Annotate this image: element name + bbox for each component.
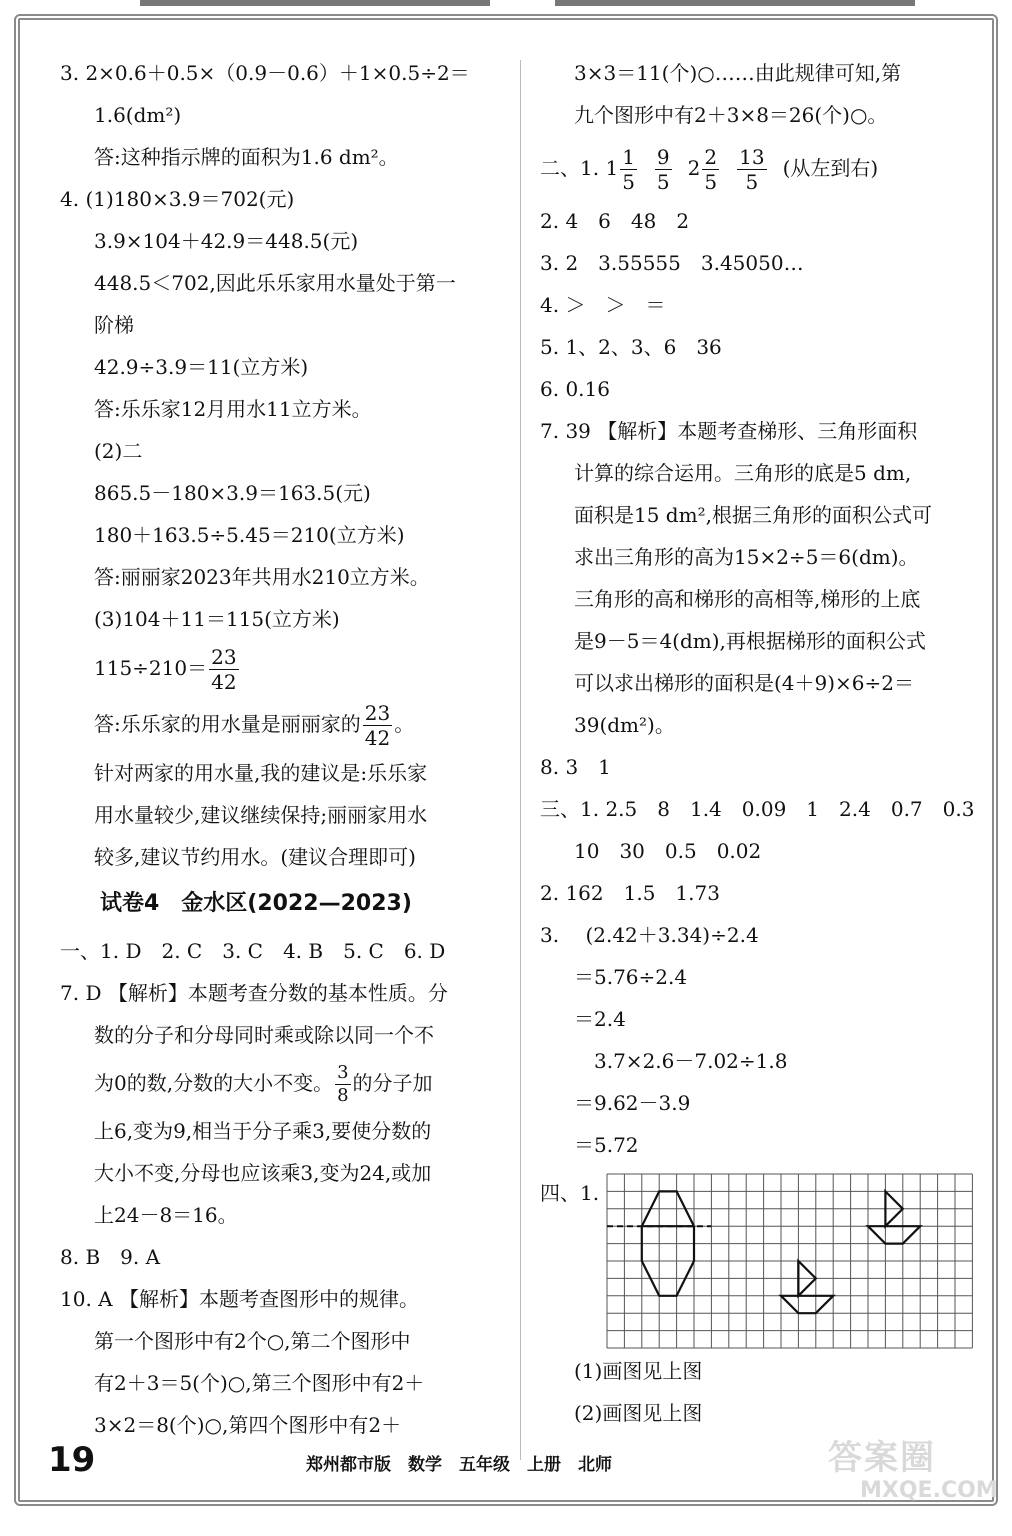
suggestion-line: 针对两家的用水量,我的建议是:乐乐家 [94, 761, 428, 785]
answer-line: 阶梯 [94, 313, 134, 337]
answer-line: 答:这种指示牌的面积为1.6 dm²。 [94, 145, 399, 169]
column-divider [520, 60, 521, 1460]
suggestion-line: 较多,建议节约用水。(建议合理即可) [94, 845, 416, 869]
watermark-url: MXQE.COM [860, 1478, 998, 1503]
explanation-line: 3×2＝8(个)○,第四个图形中有2＋ [94, 1413, 402, 1437]
fraction-3-8 [335, 1062, 350, 1107]
answer-line: 2. 162 1.5 1.73 [540, 881, 720, 905]
answer-line: 可以求出梯形的面积是(4＋9)×6÷2＝ [574, 671, 915, 695]
left-column [60, 52, 500, 1446]
drawing-answer [540, 1172, 980, 1350]
denominator: 5 [622, 170, 635, 194]
answer-line: 3.9×104＋42.9＝448.5(元) [94, 229, 359, 253]
footer-text: 郑州都市版 数学 五年级 上册 北师 [306, 1455, 612, 1475]
numerator: 1 [622, 145, 635, 169]
answer-line: ＝9.62－3.9 [574, 1091, 691, 1115]
answer-line: 3.7×2.6－7.02÷1.8 [574, 1049, 788, 1073]
answer-line: 448.5＜702,因此乐乐家用水量处于第一 [94, 271, 456, 295]
mixed-number [687, 145, 721, 194]
mixed-number [653, 145, 674, 194]
explanation-line: 第一个图形中有2个○,第二个图形中 [94, 1329, 411, 1353]
question-number: 二、1. [540, 156, 606, 180]
answer-line: ＝5.72 [574, 1133, 639, 1157]
answer-line: 1.6(dm²) [94, 103, 182, 127]
mixed-number [605, 145, 638, 194]
answer-line: 4. ＞ ＞ ＝ [540, 293, 666, 317]
fraction-23-42 [209, 645, 238, 694]
equation-line [60, 640, 500, 696]
fraction [737, 145, 766, 194]
denominator: 42 [364, 726, 391, 750]
explanation-line: 上24－8＝16。 [94, 1203, 238, 1227]
mixed-number [735, 145, 768, 194]
answer-line: 5. 1、2、3、6 36 [540, 335, 722, 359]
multiple-choice-line: 一、1. D 2. C 3. C 4. B 5. C 6. D [60, 939, 446, 963]
order-note: (从左到右) [782, 156, 879, 180]
numerator: 3 [337, 1062, 349, 1083]
answer-line: 39(dm²)。 [574, 713, 675, 737]
explanation-line [60, 1056, 500, 1110]
top-rule-right [555, 0, 915, 6]
answer-line: 3. 2 3.55555 3.45050… [540, 251, 804, 275]
section-title: 试卷4 金水区(2022—2023) [100, 891, 412, 916]
equation-text: 115÷210＝ [94, 656, 208, 680]
numerator: 23 [364, 701, 391, 725]
answer-line: 是9－5＝4(dm),再根据梯形的面积公式 [574, 629, 926, 653]
denominator: 5 [704, 170, 718, 194]
explanation-line: 九个图形中有2＋3×8＝26(个)○。 [574, 103, 888, 127]
answer-line: 10 30 0.5 0.02 [574, 839, 762, 863]
numerator: 23 [211, 645, 237, 669]
answer-line: 865.5－180×3.9＝163.5(元) [94, 481, 371, 505]
explanation-text: 的分子加 [352, 1071, 433, 1095]
fraction [702, 145, 719, 194]
answer-line: 3. (2.42＋3.34)÷2.4 [540, 923, 759, 947]
fraction [620, 145, 637, 194]
whole-part: 1 [605, 156, 619, 180]
fraction-answer-line [540, 136, 980, 200]
page-footer [48, 1440, 948, 1480]
answer-line: 三、1. 2.5 8 1.4 0.09 1 2.4 0.7 0.3 [540, 797, 975, 821]
numerator: 13 [739, 145, 765, 169]
answer-line: ＝5.76÷2.4 [574, 965, 688, 989]
answer-line: 答:乐乐家12月用水11立方米。 [94, 397, 372, 421]
suggestion-line: 用水量较少,建议继续保持;丽丽家用水 [94, 803, 428, 827]
page-number: 19 [48, 1440, 96, 1480]
answer-line: (1)画图见上图 [574, 1359, 703, 1383]
answer-line: 42.9÷3.9＝11(立方米) [94, 355, 309, 379]
explanation-line: 7. D 【解析】本题考查分数的基本性质。分 [60, 981, 448, 1005]
answer-line: 6. 0.16 [540, 377, 610, 401]
answer-line: 7. 39 【解析】本题考查梯形、三角形面积 [540, 419, 918, 443]
fraction-23-42 [363, 701, 392, 750]
boat-hull-a [868, 1226, 920, 1243]
answer-line: 计算的综合运用。三角形的底是5 dm, [574, 461, 912, 485]
answer-suffix: 。 [394, 712, 415, 736]
answer-line: (2)画图见上图 [574, 1401, 703, 1425]
answer-text: 答:乐乐家的用水量是丽丽家的 [94, 712, 361, 736]
answer-line: 求出三角形的高为15×2÷5＝6(dm)。 [574, 545, 919, 569]
denominator: 8 [337, 1085, 349, 1106]
answer-line: (2)二 [94, 439, 143, 463]
right-column [540, 52, 980, 1434]
explanation-line: 上6,变为9,相当于分子乘3,要使分数的 [94, 1119, 432, 1143]
answer-line: 8. 3 1 [540, 755, 611, 779]
watermark-logo: 答案圈 [828, 1438, 936, 1478]
grid-drawing [605, 1172, 980, 1350]
explanation-line: 有2＋3＝5(个)○,第三个图形中有2＋ [94, 1371, 425, 1395]
answer-line: 答:丽丽家2023年共用水210立方米。 [94, 565, 430, 589]
answer-line: ＝2.4 [574, 1007, 626, 1031]
explanation-line: 大小不变,分母也应该乘3,变为24,或加 [94, 1161, 432, 1185]
explanation-line: 8. B 9. A [60, 1245, 161, 1269]
answer-line: 180＋163.5÷5.45＝210(立方米) [94, 523, 405, 547]
answer-line: (3)104＋11＝115(立方米) [94, 607, 340, 631]
answer-line: 2. 4 6 48 2 [540, 209, 690, 233]
top-rule-left [140, 0, 490, 6]
explanation-line: 10. A 【解析】本题考查图形中的规律。 [60, 1287, 419, 1311]
answer-line: 面积是15 dm²,根据三角形的面积公式可 [574, 503, 932, 527]
answer-line: 三角形的高和梯形的高相等,梯形的上底 [574, 587, 921, 611]
denominator: 5 [656, 170, 670, 194]
answer-line: 3. 2×0.6＋0.5×（0.9－0.6）＋1×0.5÷2＝ [60, 61, 470, 85]
question-number: 四、1. [540, 1181, 600, 1205]
explanation-line: 数的分子和分母同时乘或除以同一个不 [94, 1023, 434, 1047]
explanation-text: 为0的数,分数的大小不变。 [94, 1071, 334, 1095]
numerator: 9 [656, 145, 670, 169]
boat-hull-b [781, 1296, 833, 1313]
fraction [655, 145, 672, 194]
numerator: 2 [704, 145, 718, 169]
answer-line [60, 696, 500, 752]
explanation-line: 3×3＝11(个)○……由此规律可知,第 [574, 61, 902, 85]
answer-line: 4. (1)180×3.9＝702(元) [60, 187, 295, 211]
whole-part: 2 [687, 156, 701, 180]
denominator: 42 [211, 670, 237, 694]
denominator: 5 [745, 170, 759, 194]
